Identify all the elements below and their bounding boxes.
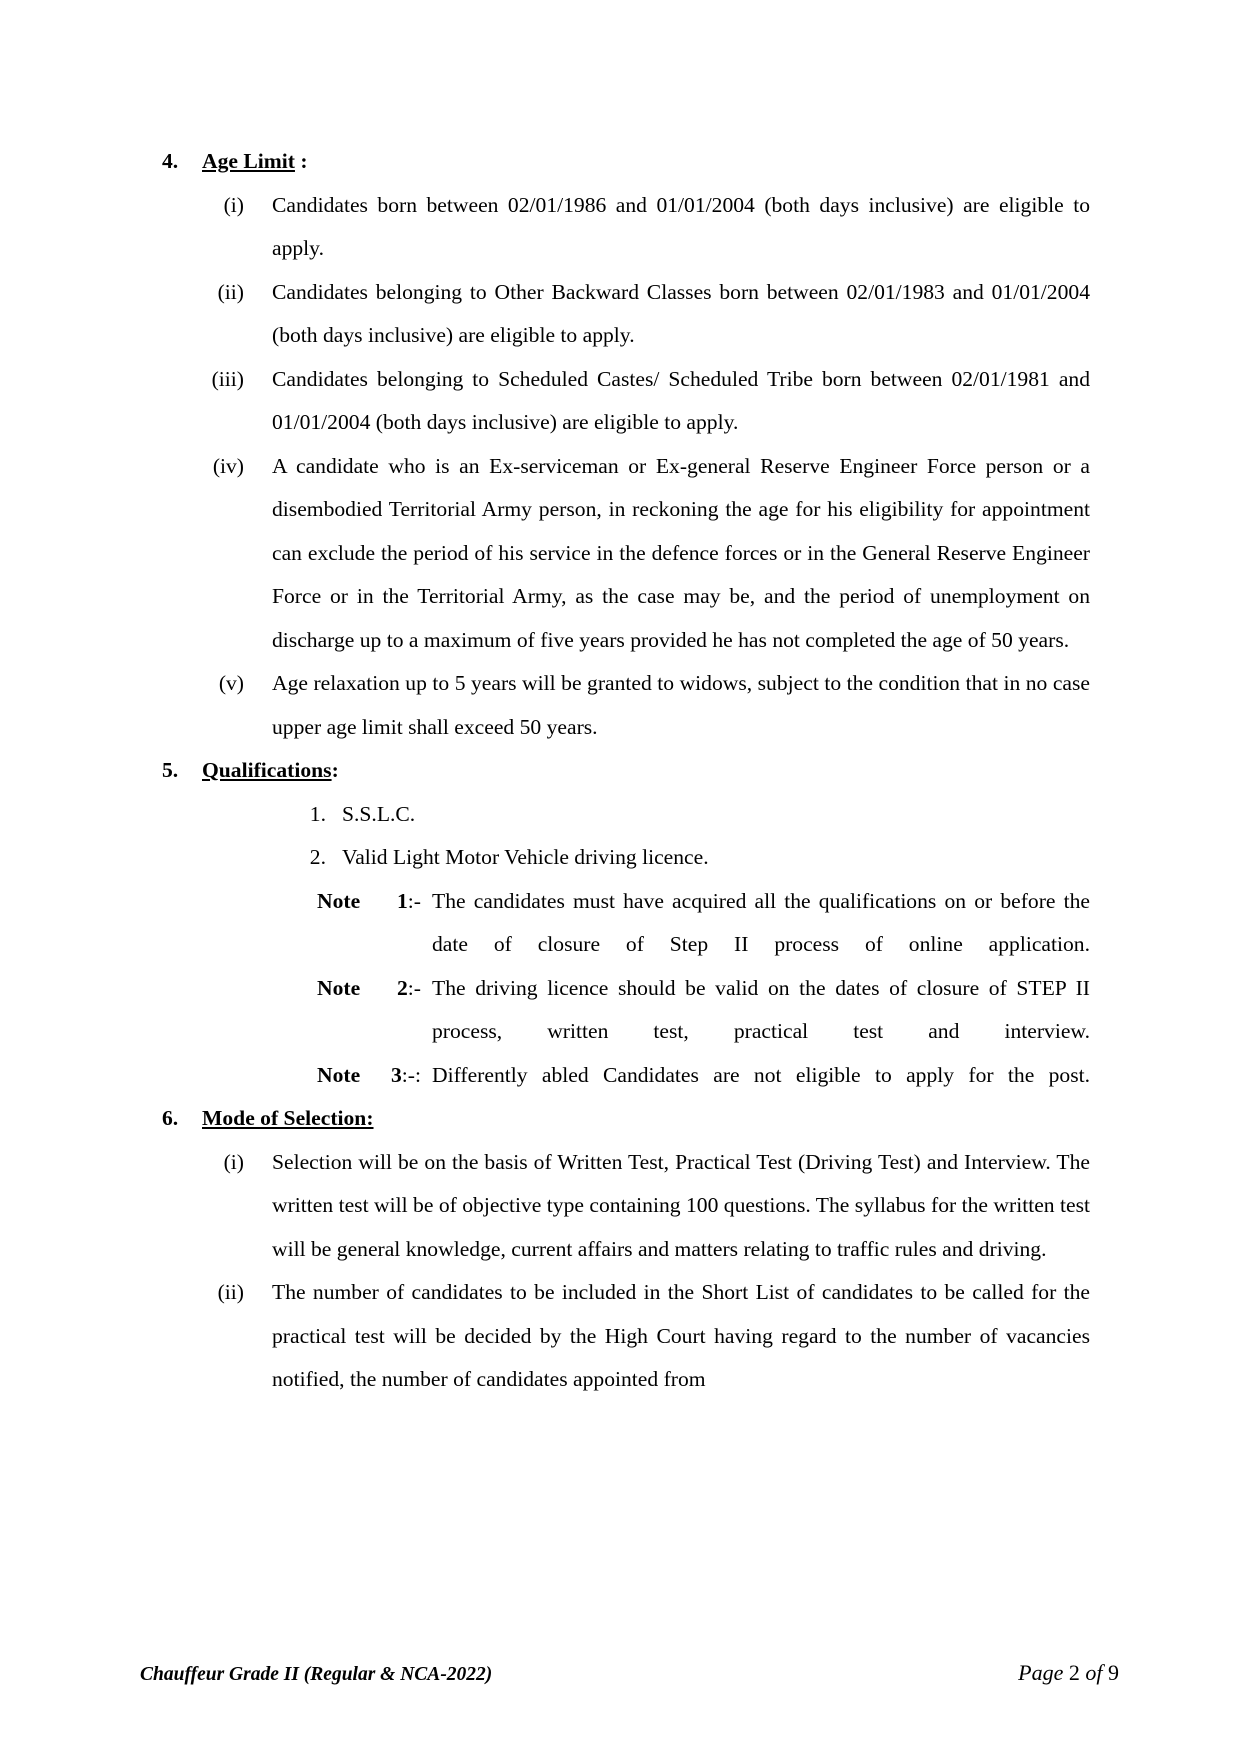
section-title-text: Age Limit <box>202 149 295 173</box>
footer-total-pages: 9 <box>1108 1660 1119 1685</box>
note-label-rest: :- <box>407 975 421 1000</box>
section-title-text: Mode of Selection: <box>202 1106 374 1130</box>
list-marker: (iv) <box>212 453 244 478</box>
list-item-text: A candidate who is an Ex-serviceman or Ex-general Reserve Engineer Force person or a disembodied Territorial Army person, in reckoning the age for his eligibility for appointment can exclude the period of his service in the defence forces or in the General Reserve Engineer Force or in the Territorial Army, as the case may be, and the period of unemployment on discharge up to a maximum of five years provided he has not completed the age of 50 years. <box>272 453 1090 652</box>
page-footer <box>140 1660 1119 1686</box>
list-marker: (v) <box>218 671 244 695</box>
section-title-suffix: : <box>294 149 308 173</box>
list-item <box>152 1141 1090 1272</box>
footer-page-word: Page <box>1018 1660 1064 1685</box>
note <box>152 1054 1090 1098</box>
note-label-bold: Note 3 <box>317 1062 402 1087</box>
qualification-item <box>152 793 1090 837</box>
qualification-text: Valid Light Motor Vehicle driving licence. <box>342 845 709 869</box>
list-item <box>152 184 1090 271</box>
list-marker: (i) <box>223 1149 244 1174</box>
footer-document-title: Chauffeur Grade II (Regular & NCA-2022) <box>140 1664 493 1685</box>
note <box>152 880 1090 967</box>
section-heading-age-limit <box>152 140 1090 184</box>
page-content <box>152 140 1090 1402</box>
list-item-text: Candidates belonging to Scheduled Castes/ Scheduled Tribe born between 02/01/1981 and 01/01/2004 (both days inclusive) are eligible to apply. <box>272 366 1090 434</box>
qualification-number: 2. <box>309 845 326 869</box>
list-marker: (i) <box>223 192 244 217</box>
section-number: 5. <box>162 758 179 782</box>
note-text: Differently abled Candidates are not eligible to apply for the post. <box>432 1062 1090 1087</box>
note <box>152 967 1090 1054</box>
section-number: 6. <box>162 1106 179 1130</box>
note-label-bold: Note 1 <box>317 888 408 913</box>
note-label <box>317 1054 421 1098</box>
section-heading-qualifications <box>152 749 1090 793</box>
list-item <box>152 662 1090 749</box>
list-item-text: Candidates born between 02/01/1986 and 01/01/2004 (both days inclusive) are eligible to apply. <box>272 192 1090 260</box>
footer-of-word: of <box>1085 1660 1103 1685</box>
list-item <box>152 358 1090 445</box>
list-marker: (ii) <box>217 279 244 304</box>
list-marker: (iii) <box>211 366 244 391</box>
section-title <box>202 758 339 782</box>
list-item <box>152 271 1090 358</box>
list-item <box>152 1271 1090 1402</box>
note-label-bold: Note 2 <box>317 975 408 1000</box>
list-item-text: Age relaxation up to 5 years will be granted to widows, subject to the condition that in no case upper age limit shall exceed 50 years. <box>272 671 1090 739</box>
list-item <box>152 445 1090 663</box>
section-title-text: Qualifications <box>202 758 332 782</box>
footer-page-number: 2 <box>1068 1660 1080 1685</box>
section-title <box>202 149 308 173</box>
section-title <box>202 1106 374 1130</box>
note-text: The candidates must have acquired all the qualifications on or before the date of closure of Step II process of online application. <box>432 888 1090 956</box>
list-item-text: Selection will be on the basis of Written Test, Practical Test (Driving Test) and Interview. The written test will be of objective type containing 100 questions. The syllabus for the written test will be general knowledge, current affairs and matters relating to traffic rules and driving. <box>272 1149 1090 1261</box>
note-label-rest: :- <box>407 888 421 913</box>
note-label <box>317 967 421 1011</box>
footer-page-indicator <box>1018 1660 1119 1686</box>
note-label <box>317 880 421 924</box>
section-title-suffix: : <box>331 758 339 782</box>
note-text: The driving licence should be valid on the dates of closure of STEP II process, written test, practical test and interview. <box>432 975 1090 1043</box>
qualification-item <box>152 836 1090 880</box>
section-heading-mode-of-selection <box>152 1097 1090 1141</box>
qualification-number: 1. <box>309 801 326 826</box>
list-item-text: The number of candidates to be included in the Short List of candidates to be called for the practical test will be decided by the High Court having regard to the number of vacancies notified, the number of candidates appointed from <box>272 1280 1090 1391</box>
qualification-text: S.S.L.C. <box>342 801 416 826</box>
list-marker: (ii) <box>217 1280 244 1304</box>
note-label-rest: :-: <box>401 1062 421 1087</box>
section-number: 4. <box>162 149 179 173</box>
list-item-text: Candidates belonging to Other Backward Classes born between 02/01/1983 and 01/01/2004 (both days inclusive) are eligible to apply. <box>272 279 1090 347</box>
